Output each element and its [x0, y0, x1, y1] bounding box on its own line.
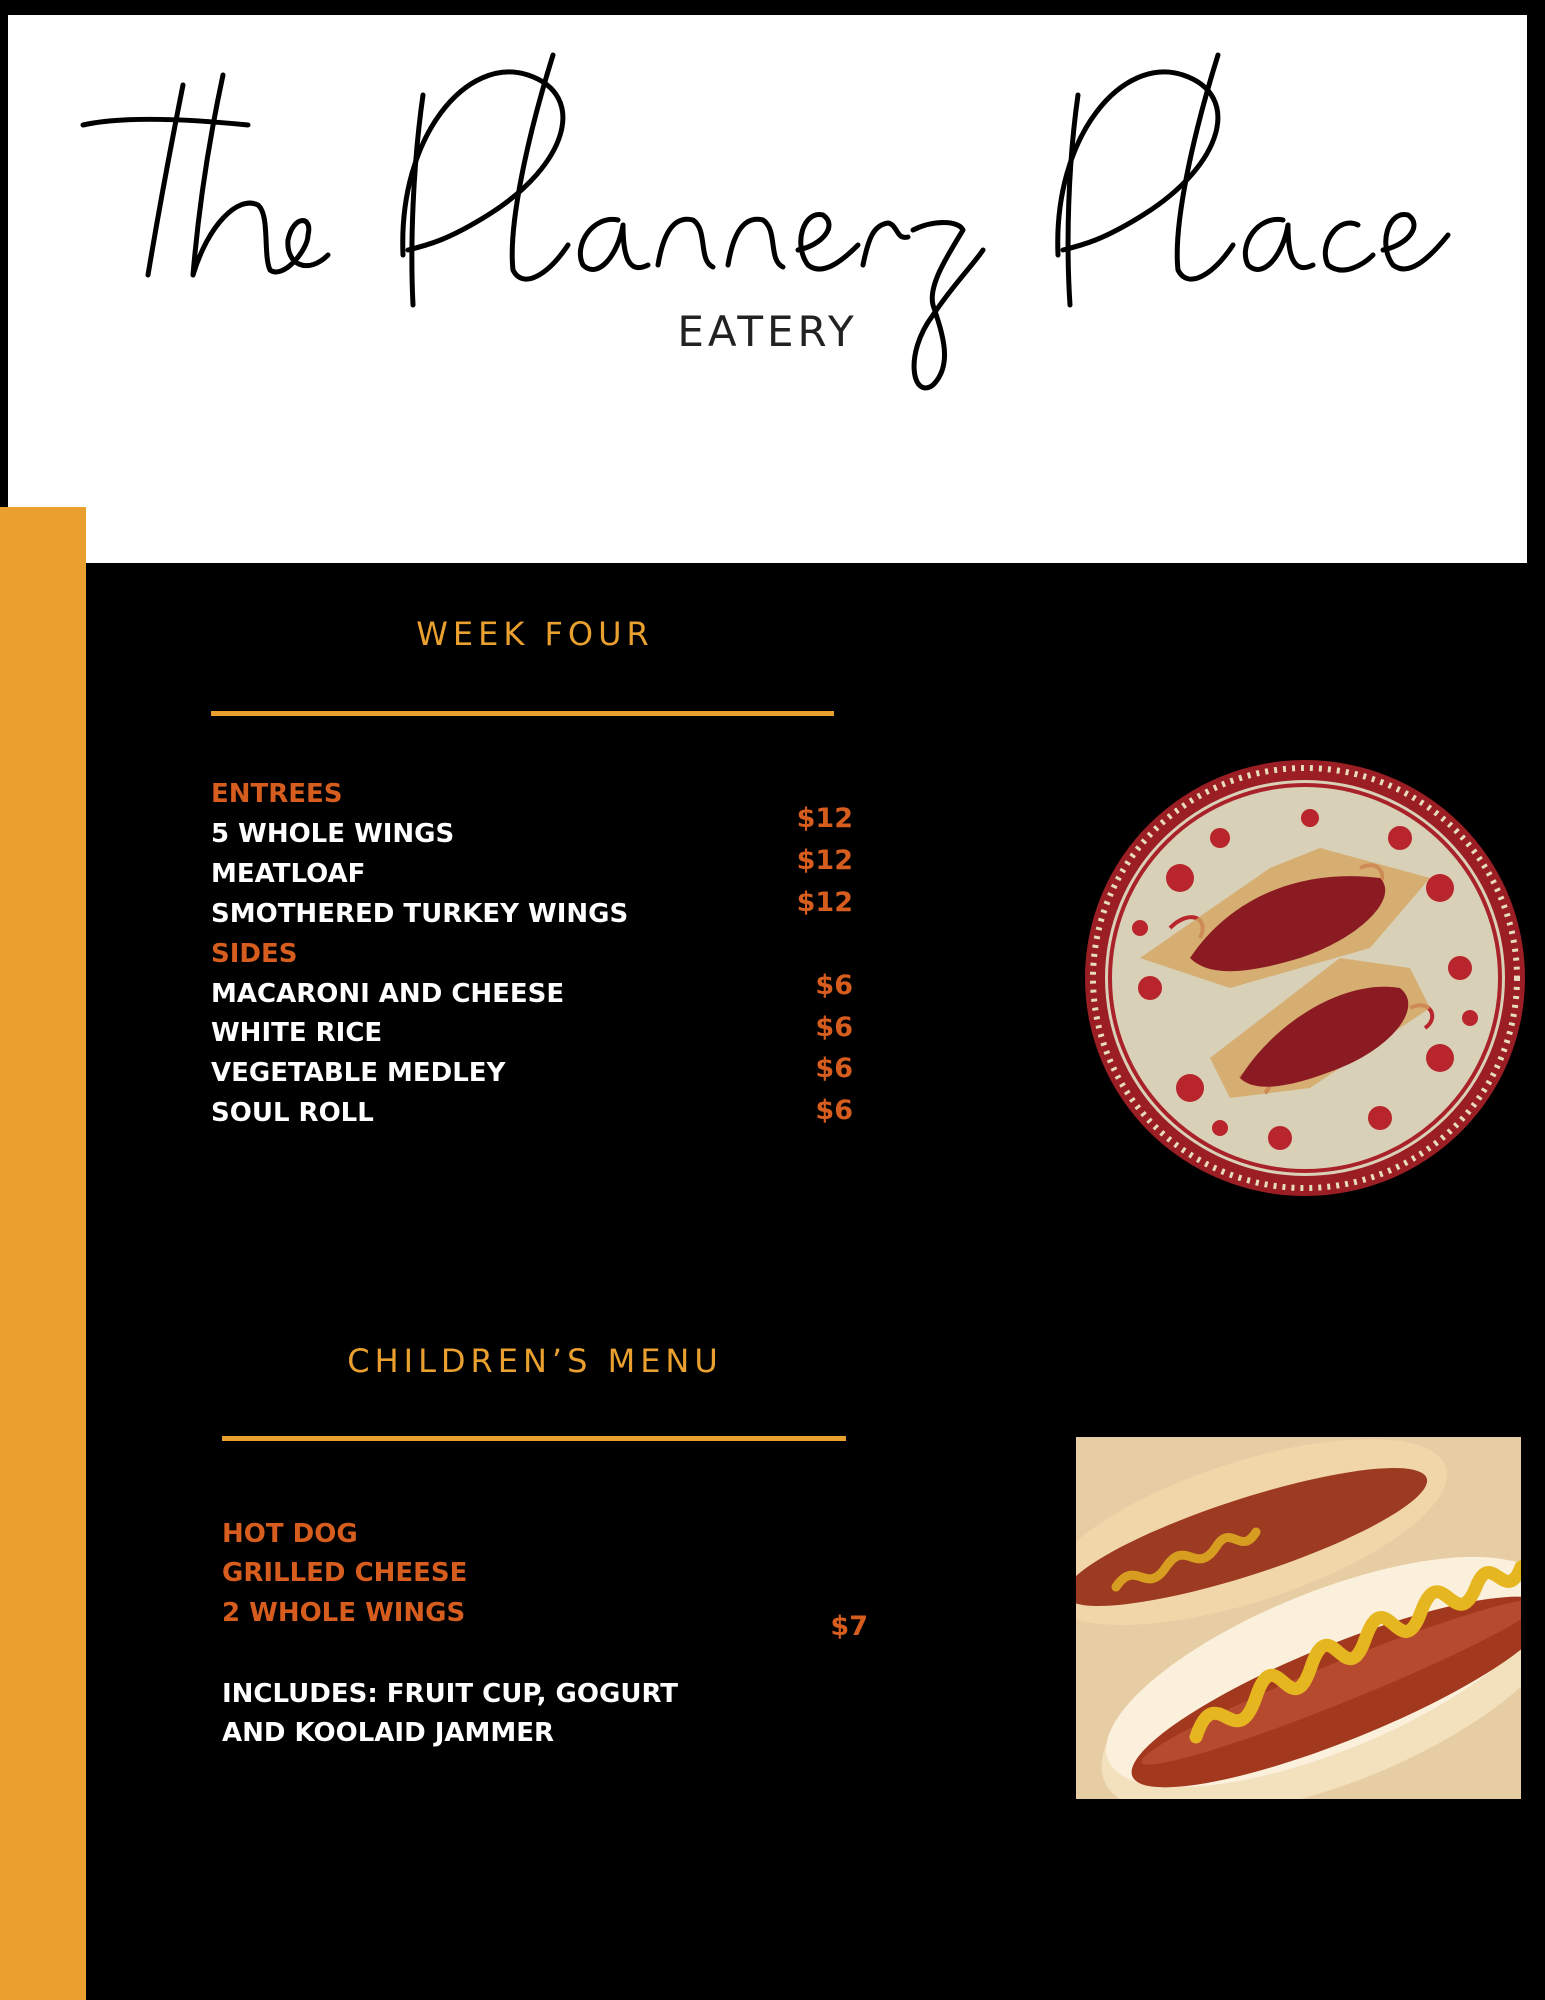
week-menu-divider [211, 711, 834, 716]
kids-menu-price: $7 [830, 1611, 868, 1642]
kids-menu-item: HOT DOG [222, 1519, 358, 1549]
menu-item: MEATLOAF [211, 859, 366, 889]
side-accent-bar [0, 507, 86, 2000]
week-menu-title: WEEK FOUR [416, 615, 654, 653]
plate-photo [1080, 758, 1530, 1198]
menu-item: VEGETABLE MEDLEY [211, 1058, 506, 1088]
kids-menu-item: 2 WHOLE WINGS [222, 1598, 466, 1628]
menu-price: $6 [815, 970, 853, 1001]
menu-item: SOUL ROLL [211, 1098, 374, 1128]
kids-menu-includes [222, 1675, 682, 1753]
includes-line-2: AND KOOLAID JAMMER [222, 1718, 555, 1748]
hot-dog-photo [1076, 1437, 1521, 1799]
menu-item: MACARONI AND CHEESE [211, 979, 565, 1009]
menu-price: $12 [796, 887, 853, 918]
sides-heading: SIDES [211, 939, 298, 969]
menu-item: SMOTHERED TURKEY WINGS [211, 899, 629, 929]
menu-price: $6 [815, 1012, 853, 1043]
menu-price: $6 [815, 1095, 853, 1126]
header [8, 15, 1527, 563]
menu-item: 5 WHOLE WINGS [211, 819, 455, 849]
menu-price: $12 [796, 803, 853, 834]
includes-line-1: INCLUDES: FRUIT CUP, GOGURT [222, 1679, 679, 1709]
menu-price: $6 [815, 1053, 853, 1084]
kids-menu-item: GRILLED CHEESE [222, 1558, 468, 1588]
entrees-heading: ENTREES [211, 779, 343, 809]
childrens-menu-divider [222, 1436, 846, 1441]
menu-item: WHITE RICE [211, 1018, 383, 1048]
eatery-subtitle: EATERY [677, 307, 858, 356]
menu-price: $12 [796, 845, 853, 876]
childrens-menu-title: CHILDREN’S MENU [347, 1342, 723, 1380]
